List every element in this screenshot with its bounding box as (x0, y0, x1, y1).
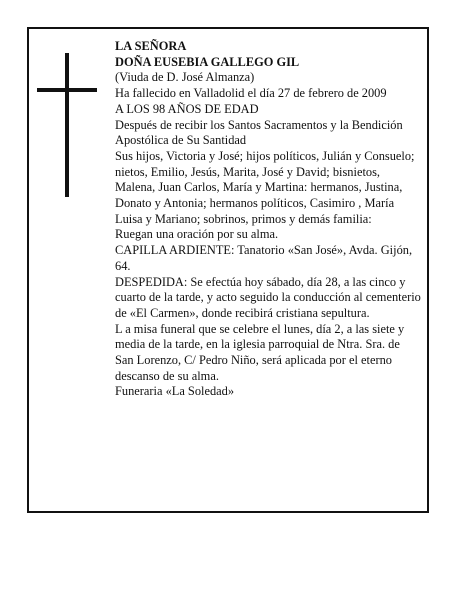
family-list: Sus hijos, Victoria y José; hijos políticos, Julián y Consuelo; nietos, Emilio, Jesús, Marita, José y David; bisnietos, Malena, Juan Carlos, María y Martina: hermanos, Justina, Donato y Antonia; hermanos políticos, Casimiro , María Luisa y Mariano; sobrinos, primos y demás familia: (115, 148, 415, 226)
chapel-info: CAPILLA ARDIENTE: Tanatorio «San José», Avda. Gijón, 64. (115, 243, 413, 273)
mass-info: L a misa funeral que se celebre el lunes, día 2, a las siete y media de la tarde, en la iglesia parroquial de Ntra. Sra. de San Lorenzo, C/ Pedro Niño, será aplicada por el eterno descanso de su alma. (115, 321, 405, 383)
cross-vertical-bar (65, 53, 69, 197)
cross-icon (37, 53, 97, 197)
deceased-name: DOÑA EUSEBIA GALLEGO GIL (115, 54, 300, 69)
death-info: Ha fallecido en Valladolid el día 27 de febrero de 2009 (115, 86, 387, 101)
age-line: A LOS 98 AÑOS DE EDAD (115, 101, 259, 116)
funeral-home: Funeraria «La Soledad» (115, 384, 235, 399)
sacraments-line: Después de recibir los Santos Sacramentos y la Bendición Apostólica de Su Santidad (115, 117, 403, 148)
cross-horizontal-bar (37, 88, 97, 92)
notice-text (115, 39, 421, 400)
notice-title: LA SEÑORA (115, 39, 187, 53)
prayer-request: Ruegan una oración por su alma. (115, 227, 279, 242)
widow-of: (Viuda de D. José Almanza) (115, 70, 255, 85)
farewell-info: DESPEDIDA: Se efectúa hoy sábado, día 28, a las cinco y cuarto de la tarde, y acto seguido la conducción al cementerio de «El Carmen», donde recibirá cristiana sepultura. (115, 274, 421, 320)
